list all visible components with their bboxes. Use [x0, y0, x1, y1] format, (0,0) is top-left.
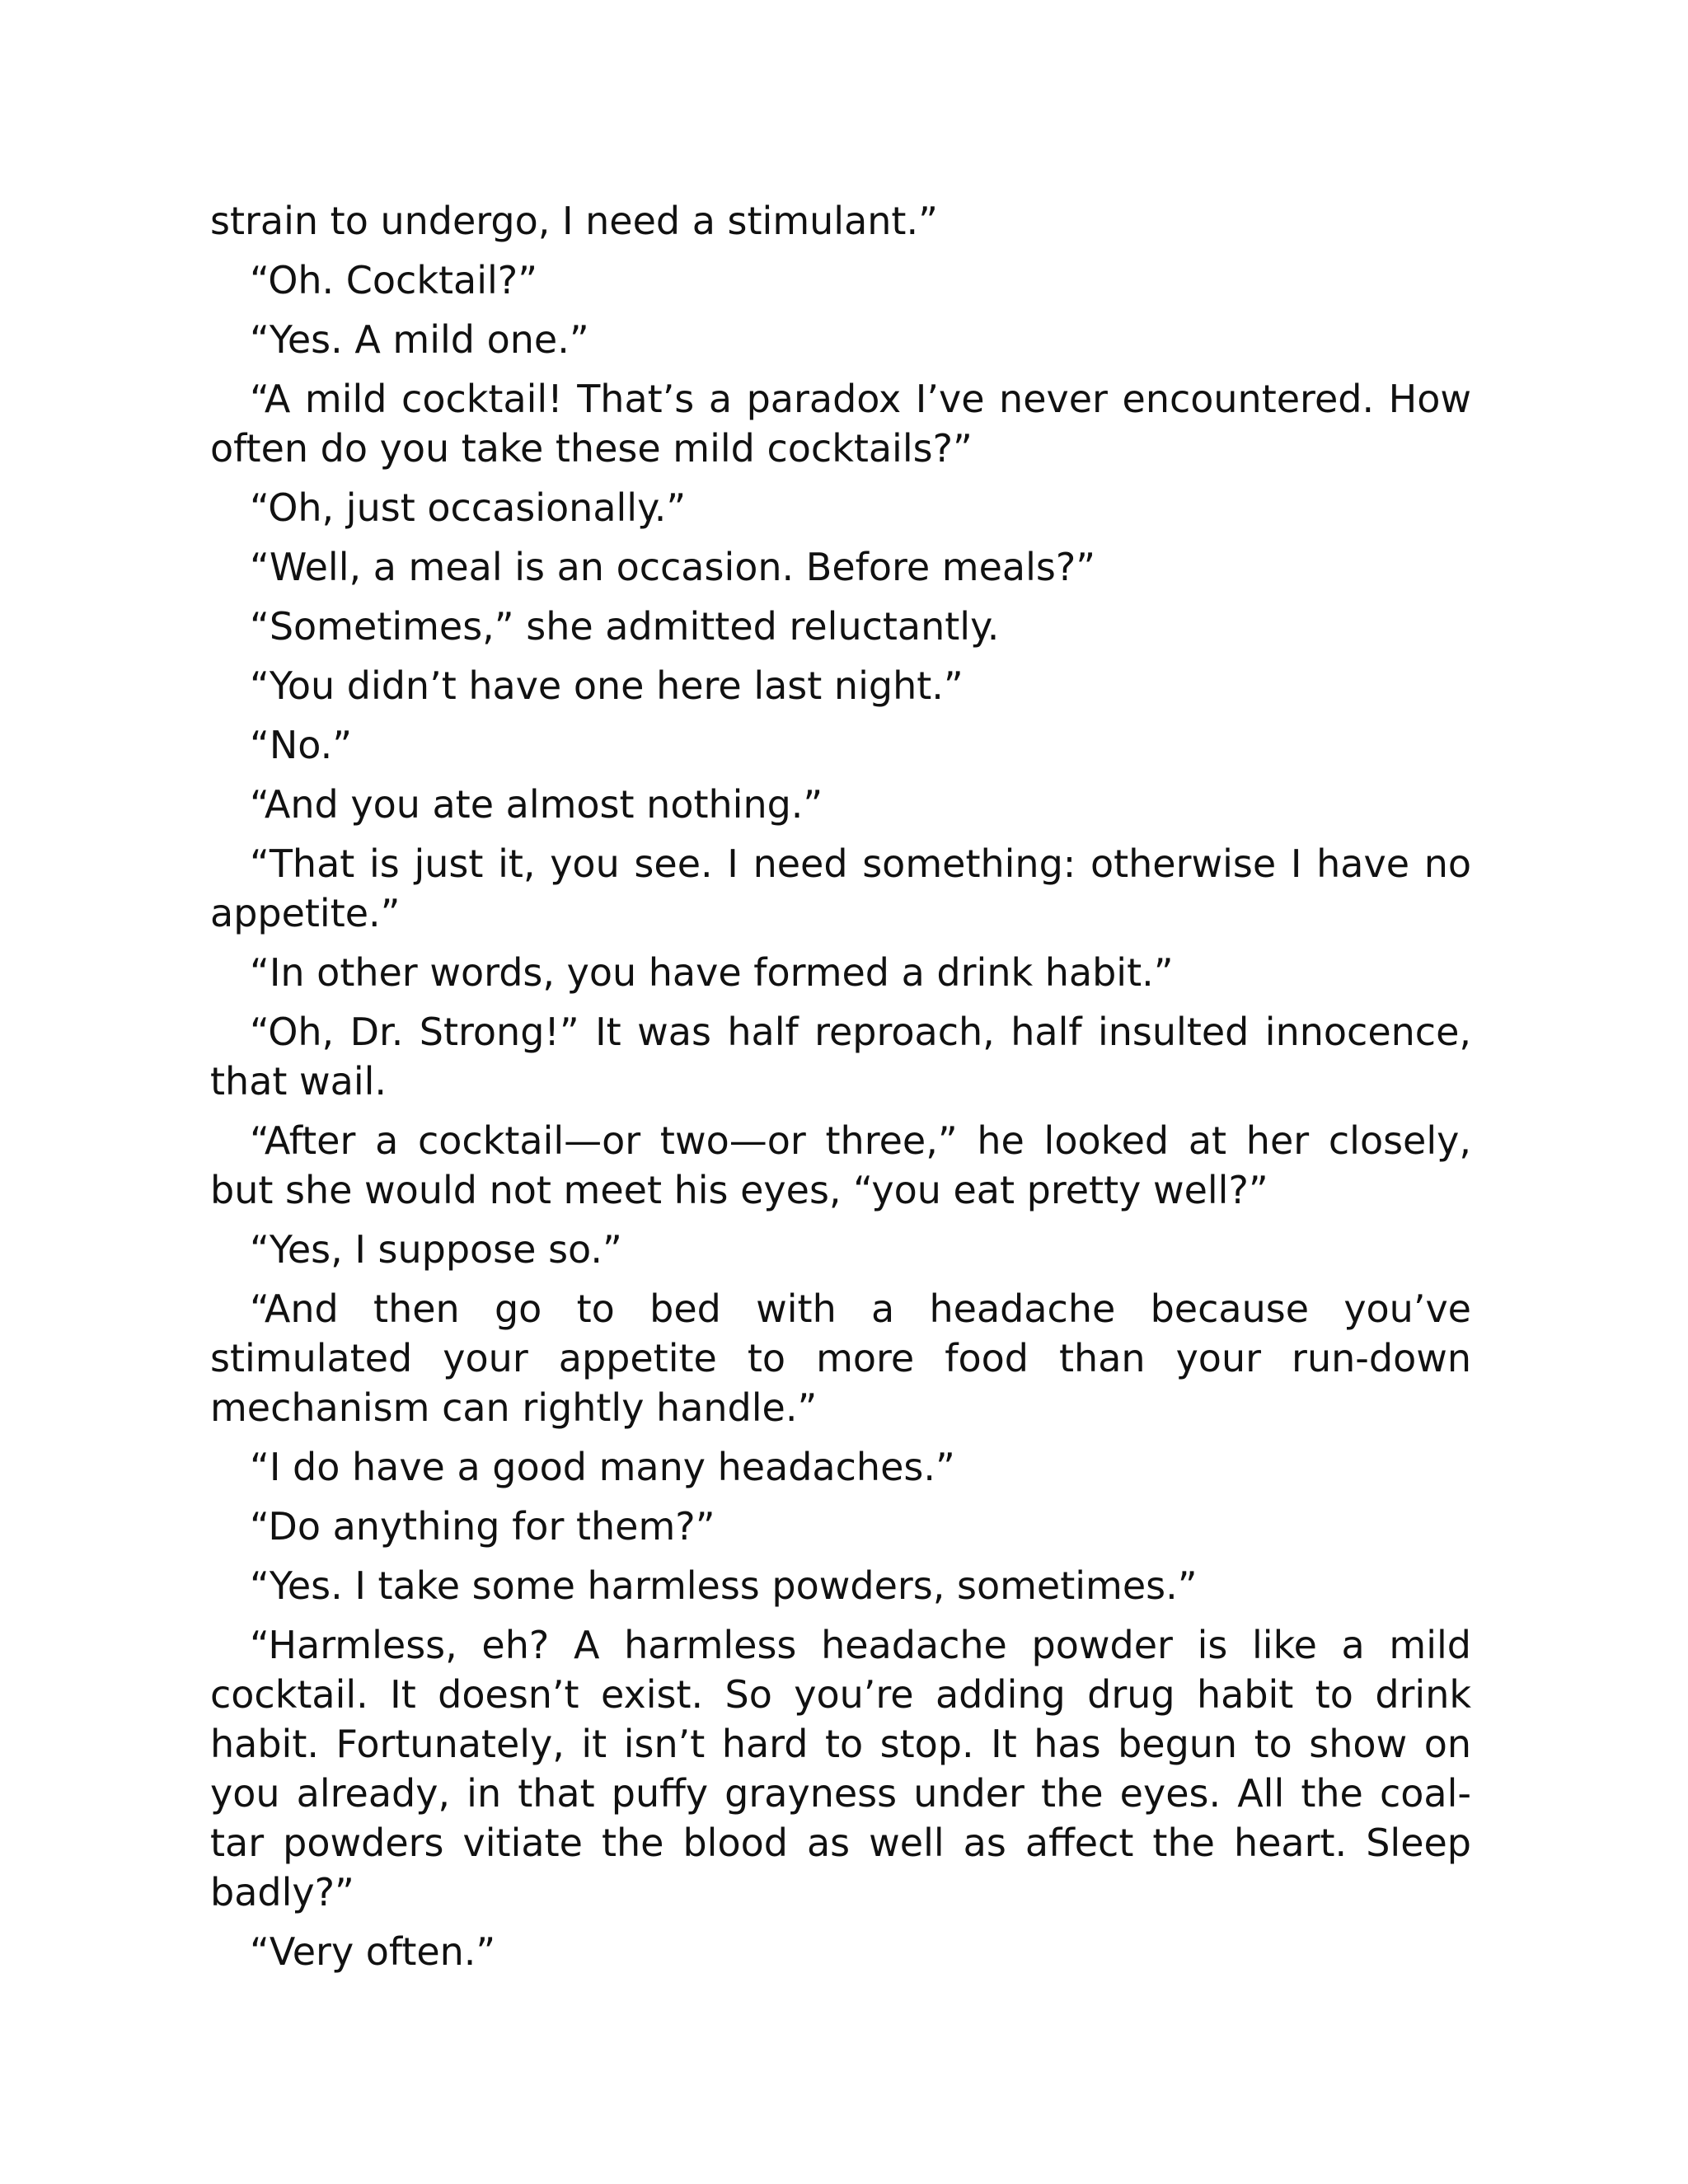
paragraph-18: “Do anything for them?” — [250, 1504, 715, 1549]
paragraph-13: “Oh, Dr. Strong!” It was half reproach, half insulted innocence, that wail. — [210, 1010, 1471, 1104]
paragraph-9: “No.” — [250, 723, 353, 767]
paragraph-15: “Yes, I suppose so.” — [250, 1227, 622, 1272]
paragraph-11: “That is just it, you see. I need something: otherwise I have no appetite.” — [210, 841, 1471, 935]
paragraph-21: “Very often.” — [250, 1929, 496, 1974]
paragraph-14: “After a cocktail—or two—or three,” he looked at her closely, but she would not meet his eyes, “you eat pretty well?” — [210, 1118, 1471, 1212]
paragraph-7: “Sometimes,” she admitted reluctantly. — [250, 604, 1000, 649]
paragraph-16: “And then go to bed with a headache because you’ve stimulated your appetite to more food than your run-down mechanism can rightly handle.” — [210, 1286, 1471, 1430]
page-body — [210, 196, 1471, 1986]
paragraph-17: “I do have a good many headaches.” — [250, 1445, 955, 1489]
paragraph-5: “Oh, just occasionally.” — [250, 485, 687, 530]
paragraph-2: “Oh. Cocktail?” — [250, 258, 538, 302]
paragraph-1: strain to undergo, I need a stimulant.” — [210, 199, 938, 243]
paragraph-4: “A mild cocktail! That’s a paradox I’ve never encountered. How often do you take these mild cocktails?” — [210, 377, 1471, 471]
paragraph-6: “Well, a meal is an occasion. Before meals?” — [250, 545, 1096, 589]
paragraph-12: “In other words, you have formed a drink habit.” — [250, 950, 1174, 995]
paragraph-10: “And you ate almost nothing.” — [250, 782, 823, 827]
paragraph-3: “Yes. A mild one.” — [250, 317, 589, 362]
paragraph-19: “Yes. I take some harmless powders, sometimes.” — [250, 1563, 1198, 1608]
paragraph-8: “You didn’t have one here last night.” — [250, 663, 964, 708]
paragraph-20: “Harmless, eh? A harmless headache powder is like a mild cocktail. It doesn’t exist. So you’re adding drug habit to drink habit. Fortunately, it isn’t hard to stop. It has begun to show on you already, in that puffy grayness under the eyes. All the coal-tar powders vitiate the blood as well as affect the heart. Sleep badly?” — [210, 1623, 1471, 1915]
